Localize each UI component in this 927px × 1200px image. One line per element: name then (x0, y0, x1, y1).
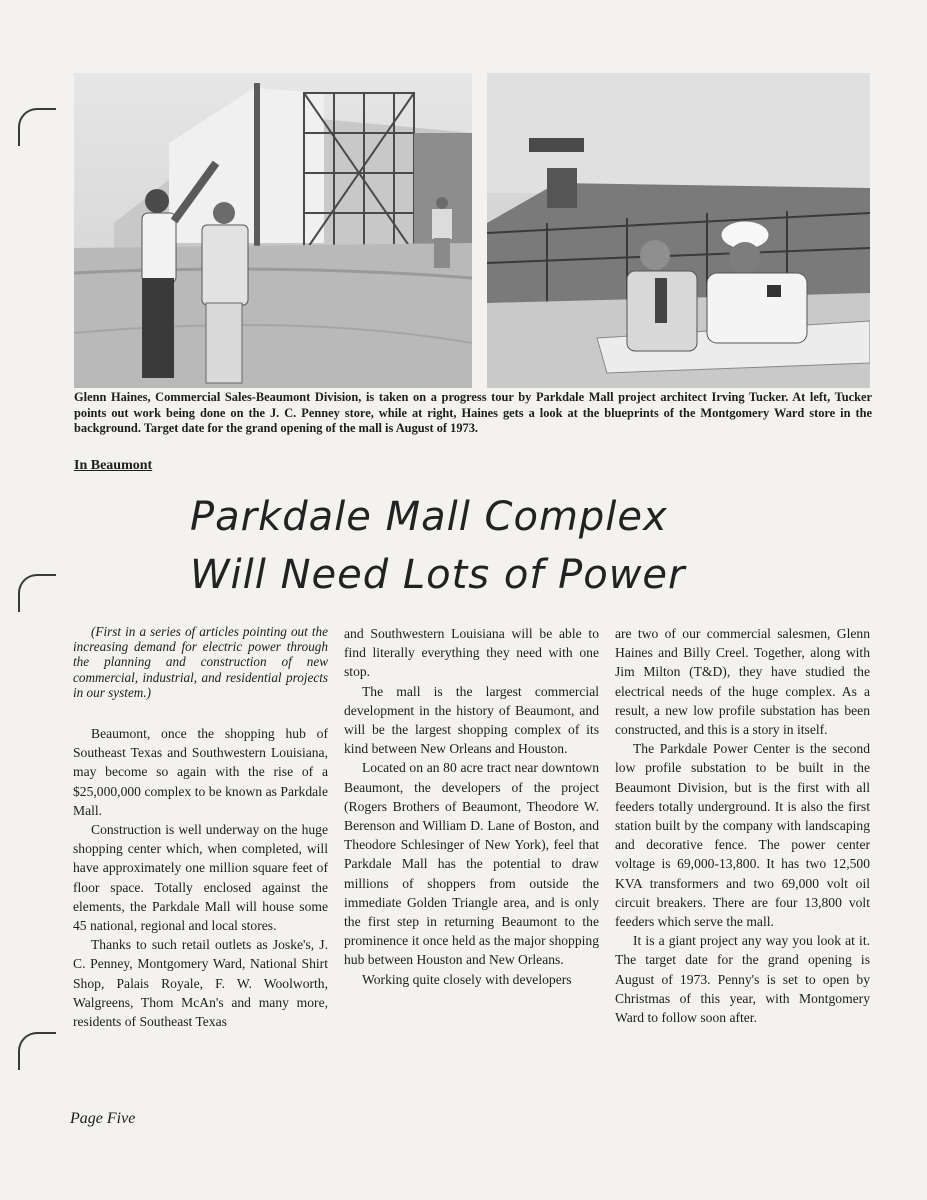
paragraph-continued: are two of our commercial salesmen, Glenn Haines and Billy Creel. Together, along with Jim Milton (T&D), they have studied the electrical needs of the huge complex. As a result, a new low profile substation has been constructed, and this is a story in itself. (615, 626, 870, 738)
article-column-2 (344, 624, 599, 989)
binder-hole-middle (18, 574, 56, 612)
article-column-3 (615, 624, 870, 1027)
haines-blueprints-photo (487, 73, 870, 388)
paragraph: Thanks to such retail outlets as Joske's, J. C. Penney, Montgomery Ward, National Shirt Shop, Palais Royale, F. W. Woolworth, Walgreens, Thom McAn's and many more, residents of Southeast Texas (73, 937, 328, 1030)
paragraph: It is a giant project any way you look at it. The target date for the grand opening is August of 1973. Penny's is set to open by Christmas of this year, with Montgomery Ward to follow soon after. (615, 933, 870, 1026)
headline-line-1: Parkdale Mall Complex (190, 494, 668, 540)
photo-caption: Glenn Haines, Commercial Sales-Beaumont Division, is taken on a progress tour by Parkdale Mall project architect Irving Tucker. At left, Tucker points out work being done on the J. C. Penney store, while at right, Haines gets a look at the blueprints of the Montgomery Ward store in the background. Target date for the grand opening of the mall is August of 1973. (74, 390, 872, 435)
paragraph: The Parkdale Power Center is the second low profile substation to be built in the Beaumont Division, but is the first with all feeders totally underground. It is also the first station built by the company with landscaping and decorative fence. The power center voltage is 69,000-13,800. It has two 12,500 KVA transformers and two 69,000 volt oil circuit breakers. There are four 13,800 volt feeders which serve the mall. (615, 741, 870, 930)
paragraph: Beaumont, once the shopping hub of Southeast Texas and Southwestern Louisiana, may become so again with the rise of a $25,000,000 complex to be known as Parkdale Mall. (73, 726, 328, 818)
tucker-pointing-photo (74, 73, 472, 388)
section-kicker: In Beaumont (74, 458, 153, 473)
article-column-1 (73, 624, 328, 1031)
binder-hole-bottom (18, 1032, 56, 1070)
paragraph: Construction is well underway on the huge shopping center which, when completed, will have approximately one million square feet of floor space. Totally enclosed against the elements, the Parkdale Mall will house some 45 national, regional and local stores. (73, 822, 328, 934)
article-headline (190, 488, 890, 604)
paragraph: Located on an 80 acre tract near downtown Beaumont, the developers of the project (Rogers Brothers of Beaumont, Theodore W. Berenson and William D. Lane of Boston, and Theodore Schlesinger of New York), feel that Parkdale Mall has the potential to draw millions of shoppers from outside the immediate Golden Triangle area, and is only the first step in returning Beaumont to the prominence it once held as the major shopping hub between Houston and New Orleans. (344, 760, 599, 968)
headline-line-2: Will Need Lots of Power (190, 552, 686, 598)
paragraph-continued: and Southwestern Louisiana will be able to find literally everything they need with one stop. (344, 626, 599, 680)
binder-hole-top (18, 108, 56, 146)
paragraph: The mall is the largest commercial development in the history of Beaumont, and will be the largest shopping complex of its kind between New Orleans and Houston. (344, 683, 599, 757)
page-number: Page Five (70, 1110, 136, 1127)
article-intro: (First in a series of articles pointing out the increasing demand for electric power through the planning and construction of new commercial, industrial, and residential projects in our system.) (73, 624, 328, 700)
paragraph: Working quite closely with developers (362, 971, 572, 987)
